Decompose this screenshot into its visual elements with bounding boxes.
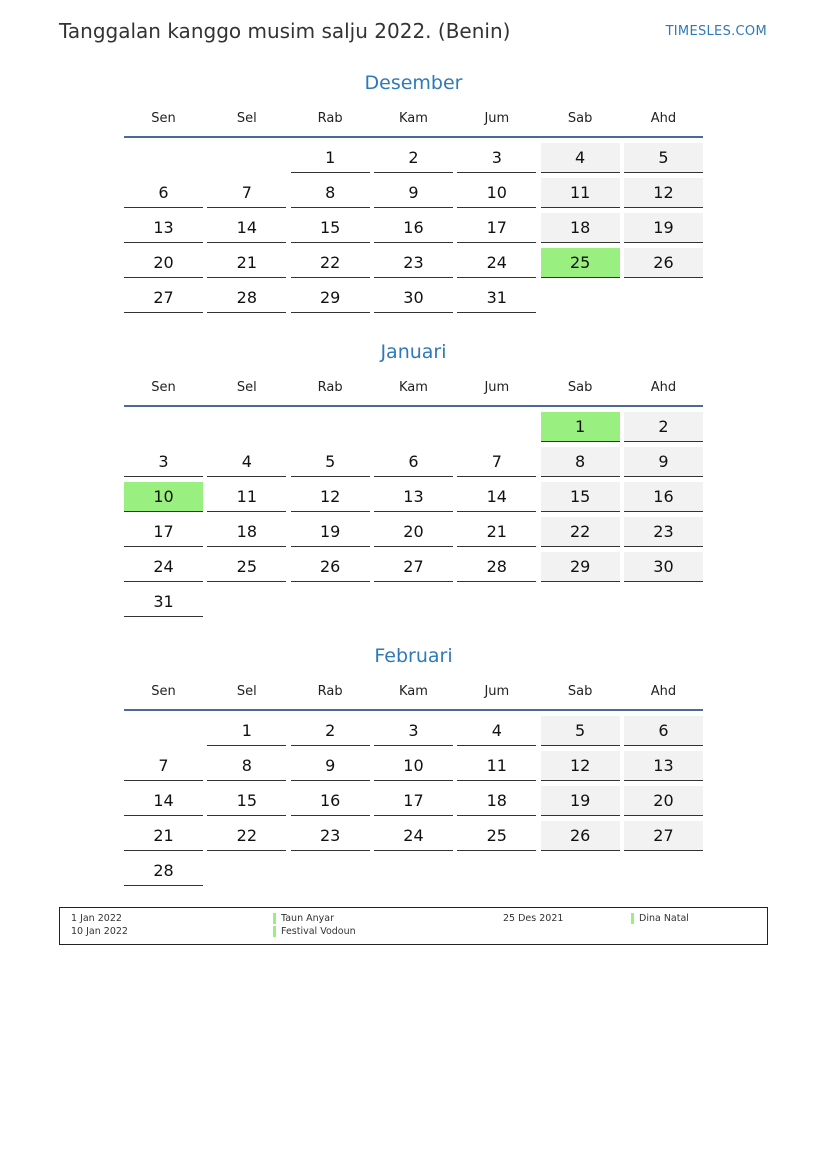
day-cell: 9 [374,178,453,208]
day-cell: 11 [457,751,536,781]
weekday-label: Rab [317,683,343,699]
day-cell: 20 [624,786,703,816]
day-cell: 19 [291,517,370,547]
day-cell: 7 [124,751,203,781]
weekday-label: Rab [317,379,343,395]
day-cell: 24 [374,821,453,851]
day-cell: 12 [541,751,620,781]
day-cell: 25 [207,552,286,582]
day-cell: 25 [457,821,536,851]
weekday-label: Kam [399,379,428,395]
day-cell: 14 [207,213,286,243]
day-cell: 17 [124,517,203,547]
month-name: Desember [364,72,463,94]
weekday-label: Ahd [650,110,677,126]
day-cell: 21 [124,821,203,851]
brand-link[interactable]: TIMESLES.COM [665,24,767,39]
weekday-label: Sel [236,110,257,126]
month-name: Februari [374,645,453,667]
day-cell: 21 [457,517,536,547]
day-cell: 27 [124,283,203,313]
day-cell: 5 [541,716,620,746]
day-cell: 1 [207,716,286,746]
day-cell: 28 [207,283,286,313]
header-divider [124,405,703,407]
day-cell: 15 [207,786,286,816]
weekday-label: Sab [567,379,593,395]
empty-day-cell [124,716,203,745]
day-cell: 18 [207,517,286,547]
weekday-label: Ahd [650,683,677,699]
weekday-label: Jum [484,683,510,699]
day-cell: 10 [457,178,536,208]
day-cell: 30 [624,552,703,582]
holiday-day-cell: 1 [541,412,620,442]
day-cell: 11 [207,482,286,512]
day-cell: 6 [624,716,703,746]
weekday-label: Sab [567,683,593,699]
day-cell: 16 [624,482,703,512]
header-divider [124,709,703,711]
day-cell: 18 [457,786,536,816]
day-cell: 15 [291,213,370,243]
day-cell: 16 [374,213,453,243]
day-cell: 29 [541,552,620,582]
day-cell: 13 [374,482,453,512]
day-cell: 18 [541,213,620,243]
day-cell: 19 [541,786,620,816]
day-cell: 24 [124,552,203,582]
day-cell: 2 [374,143,453,173]
day-cell: 23 [624,517,703,547]
legend-date: 25 Des 2021 [503,913,564,924]
legend-holiday-name: Taun Anyar [281,913,334,924]
day-grid [124,412,703,617]
header-divider [124,136,703,138]
day-cell: 19 [624,213,703,243]
weekday-label: Ahd [650,379,677,395]
day-cell: 20 [374,517,453,547]
day-cell: 5 [624,143,703,173]
day-cell: 9 [291,751,370,781]
day-grid [124,143,703,313]
day-cell: 23 [291,821,370,851]
day-cell: 1 [291,143,370,173]
day-cell: 30 [374,283,453,313]
holiday-color-marker [631,913,634,924]
day-cell: 31 [124,587,203,617]
day-cell: 14 [124,786,203,816]
day-cell: 2 [624,412,703,442]
legend-holiday-name: Festival Vodoun [281,926,356,937]
empty-day-cell [124,412,203,441]
weekday-label: Sab [567,110,593,126]
legend-date: 10 Jan 2022 [71,926,128,937]
day-cell: 10 [374,751,453,781]
weekday-label: Sel [236,379,257,395]
day-cell: 12 [624,178,703,208]
holiday-color-marker [273,926,276,937]
day-cell: 2 [291,716,370,746]
weekday-header [124,372,703,402]
weekday-header [124,103,703,133]
day-cell: 28 [124,856,203,886]
day-cell: 3 [124,447,203,477]
day-cell: 21 [207,248,286,278]
month-calendar [124,641,703,886]
day-cell: 17 [374,786,453,816]
weekday-label: Kam [399,683,428,699]
day-cell: 4 [541,143,620,173]
weekday-label: Kam [399,110,428,126]
day-cell: 27 [374,552,453,582]
day-cell: 15 [541,482,620,512]
weekday-label: Sen [151,110,176,126]
day-cell: 4 [457,716,536,746]
day-cell: 9 [624,447,703,477]
day-cell: 26 [291,552,370,582]
day-cell: 26 [624,248,703,278]
day-cell: 22 [541,517,620,547]
holiday-color-marker [273,913,276,924]
day-cell: 7 [457,447,536,477]
day-cell: 6 [374,447,453,477]
day-cell: 8 [291,178,370,208]
day-cell: 22 [207,821,286,851]
day-cell: 13 [624,751,703,781]
holiday-day-cell: 25 [541,248,620,278]
weekday-label: Sel [236,683,257,699]
day-cell: 17 [457,213,536,243]
day-cell: 6 [124,178,203,208]
day-cell: 8 [207,751,286,781]
day-cell: 13 [124,213,203,243]
day-cell: 22 [291,248,370,278]
weekday-label: Sen [151,379,176,395]
day-grid [124,716,703,886]
weekday-label: Jum [484,379,510,395]
month-calendar [124,337,703,617]
day-cell: 8 [541,447,620,477]
empty-day-cell [207,143,286,172]
day-cell: 20 [124,248,203,278]
month-calendar [124,68,703,313]
day-cell: 14 [457,482,536,512]
month-name: Januari [380,341,447,363]
empty-day-cell [457,412,536,441]
empty-day-cell [374,412,453,441]
day-cell: 31 [457,283,536,313]
weekday-header [124,676,703,706]
weekday-label: Rab [317,110,343,126]
holiday-day-cell: 10 [124,482,203,512]
page-title: Tanggalan kanggo musim salju 2022. (Benin) [59,19,511,43]
empty-day-cell [291,412,370,441]
day-cell: 3 [457,143,536,173]
legend-holiday-name: Dina Natal [639,913,689,924]
day-cell: 28 [457,552,536,582]
day-cell: 24 [457,248,536,278]
weekday-label: Sen [151,683,176,699]
holiday-legend [59,907,768,945]
day-cell: 3 [374,716,453,746]
day-cell: 12 [291,482,370,512]
day-cell: 11 [541,178,620,208]
day-cell: 16 [291,786,370,816]
legend-date: 1 Jan 2022 [71,913,122,924]
day-cell: 5 [291,447,370,477]
empty-day-cell [207,412,286,441]
day-cell: 23 [374,248,453,278]
day-cell: 29 [291,283,370,313]
day-cell: 27 [624,821,703,851]
empty-day-cell [124,143,203,172]
day-cell: 26 [541,821,620,851]
weekday-label: Jum [484,110,510,126]
day-cell: 4 [207,447,286,477]
day-cell: 7 [207,178,286,208]
